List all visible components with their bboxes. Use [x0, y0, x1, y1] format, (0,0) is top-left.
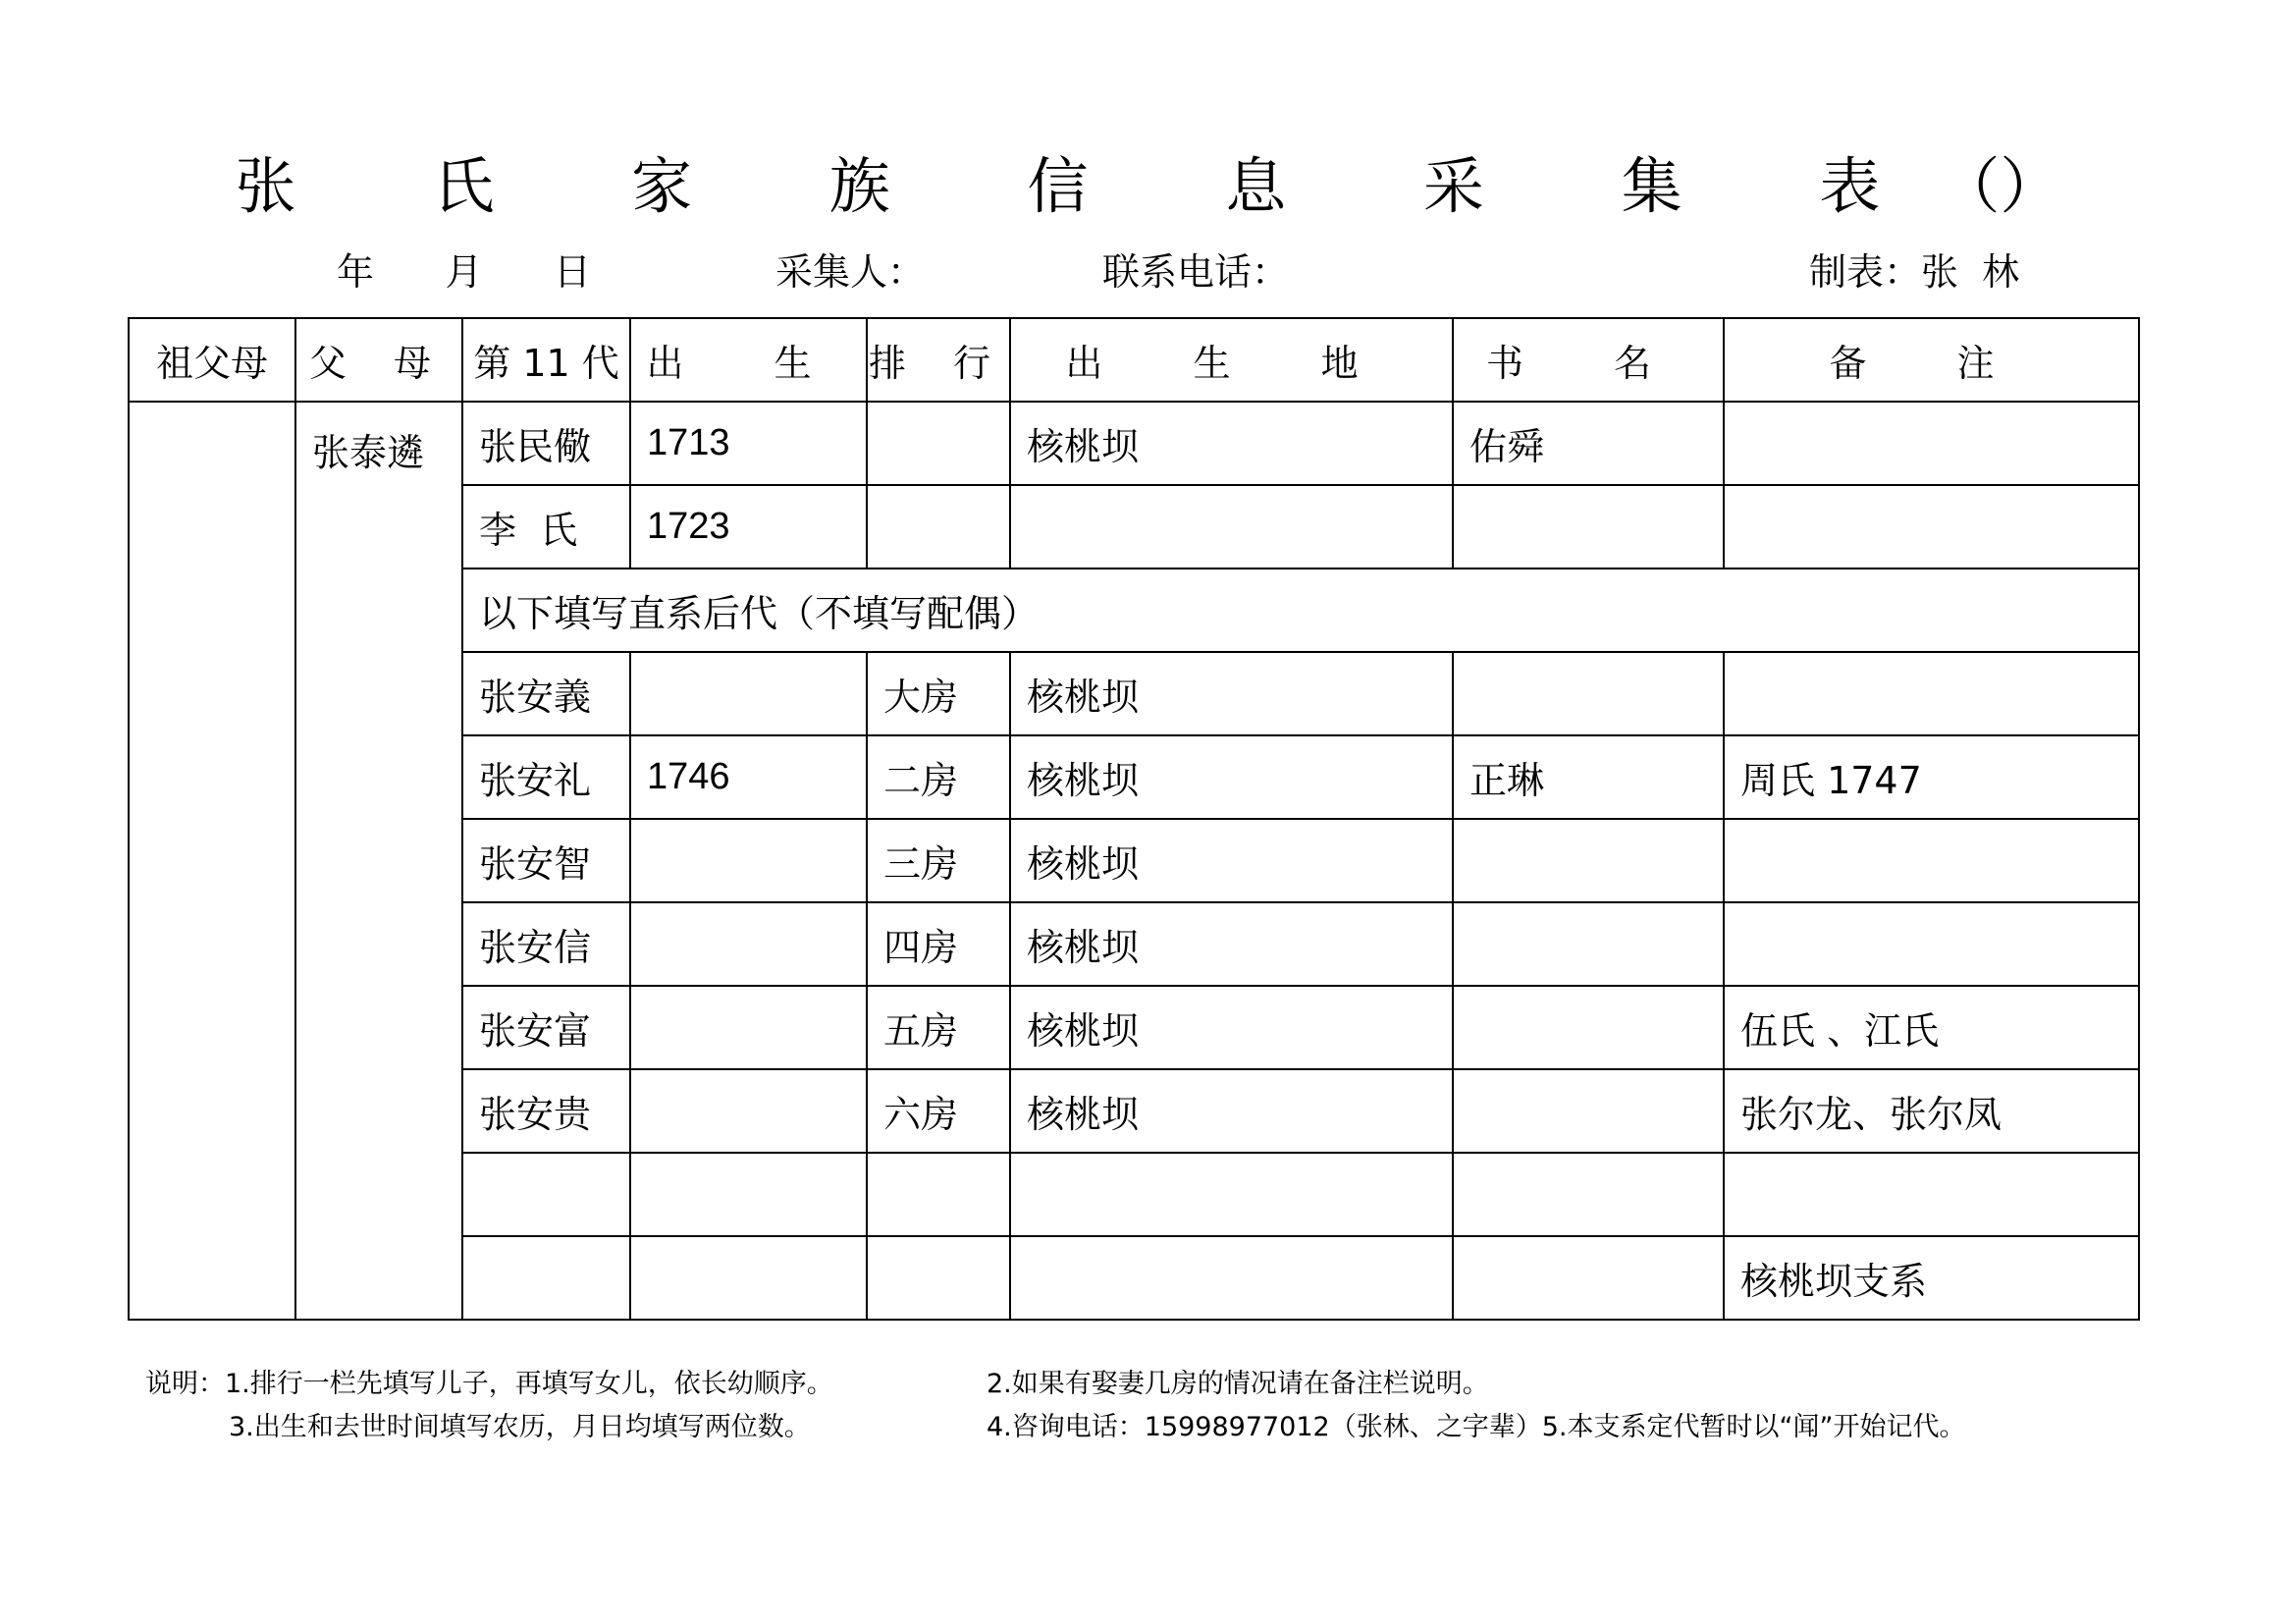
note-cell	[1724, 902, 2139, 986]
book-name-cell	[1453, 1236, 1724, 1320]
section-note: 以下填写直系后代（不填写配偶）	[462, 568, 2139, 652]
rank-cell	[867, 485, 1010, 568]
rank-cell	[867, 1153, 1010, 1236]
header-birth: 出 生	[630, 318, 867, 402]
birthplace-cell	[1010, 1153, 1453, 1236]
rank-cell: 五房	[867, 986, 1010, 1069]
note-cell	[1724, 1153, 2139, 1236]
book-name-cell	[1453, 485, 1724, 568]
note-line-1-left: 说明：1.排行一栏先填写儿子，再填写女儿，依长幼顺序。	[145, 1369, 833, 1399]
name-cell: 张安信	[462, 902, 630, 986]
birthplace-cell	[1010, 1236, 1453, 1320]
rank-cell: 大房	[867, 652, 1010, 735]
rank-cell: 六房	[867, 1069, 1010, 1153]
birthplace-cell: 核桃坝	[1010, 652, 1453, 735]
family-info-table	[128, 317, 2140, 1321]
birthplace-cell: 核桃坝	[1010, 1069, 1453, 1153]
title-parentheses: （）	[1939, 150, 2061, 222]
birth-cell: 1723	[630, 485, 867, 568]
birth-cell	[630, 1236, 867, 1320]
book-name-cell	[1453, 819, 1724, 902]
birthplace-cell: 核桃坝	[1010, 986, 1453, 1069]
birthplace-cell	[1010, 485, 1453, 568]
birth-cell	[630, 1069, 867, 1153]
note-cell	[1724, 402, 2139, 485]
note-cell: 周氏 1747	[1724, 735, 2139, 819]
birth-cell	[630, 902, 867, 986]
book-name-cell: 佑舜	[1453, 402, 1724, 485]
table-row	[129, 402, 2139, 485]
header-birthplace: 出 生 地	[1010, 318, 1453, 402]
header-row	[129, 318, 2139, 402]
parent-cell: 张泰遴	[295, 402, 462, 1320]
birth-cell	[630, 986, 867, 1069]
note-cell	[1724, 652, 2139, 735]
book-name-cell	[1453, 652, 1724, 735]
header-rank: 排 行	[867, 318, 1010, 402]
phone-label: 联系电话：	[1102, 250, 1290, 294]
note-cell	[1724, 485, 2139, 568]
note-cell: 伍氏 、江氏	[1724, 986, 2139, 1069]
birth-cell	[630, 652, 867, 735]
note-cell: 张尔龙、张尔凤	[1724, 1069, 2139, 1153]
note-cell	[1724, 819, 2139, 902]
book-name-cell	[1453, 1069, 1724, 1153]
rank-cell: 四房	[867, 902, 1010, 986]
name-cell: 张安智	[462, 819, 630, 902]
name-cell: 张安富	[462, 986, 630, 1069]
rank-cell	[867, 402, 1010, 485]
name-cell: 李 氏	[462, 485, 630, 568]
rank-cell	[867, 1236, 1010, 1320]
birthplace-cell: 核桃坝	[1010, 819, 1453, 902]
note-cell: 核桃坝支系	[1724, 1236, 2139, 1320]
birthplace-cell: 核桃坝	[1010, 402, 1453, 485]
header-parents: 父 母	[295, 318, 462, 402]
birth-cell	[630, 819, 867, 902]
note-line-2-right: 4.咨询电话：15998977012（张林、之字辈）5.本支系定代暂时以“闻”开始记代。	[987, 1412, 1966, 1442]
header-grandparents: 祖父母	[129, 318, 295, 402]
name-cell: 张安義	[462, 652, 630, 735]
rank-cell: 二房	[867, 735, 1010, 819]
collector-label: 采集人：	[775, 250, 926, 294]
header-book-name: 书 名	[1453, 318, 1724, 402]
book-name-cell: 正琳	[1453, 735, 1724, 819]
document-title: 张 氏 家 族 信 息 采 集 表（）	[235, 150, 2061, 222]
grandparents-cell	[129, 402, 295, 1320]
book-name-cell	[1453, 902, 1724, 986]
name-cell: 张安贵	[462, 1069, 630, 1153]
birthplace-cell: 核桃坝	[1010, 735, 1453, 819]
note-line-1-right: 2.如果有娶妻几房的情况请在备注栏说明。	[987, 1369, 1489, 1399]
name-cell: 张民儆	[462, 402, 630, 485]
maker-label: 制表：张 林	[1809, 250, 2020, 294]
birth-cell: 1746	[630, 735, 867, 819]
birthplace-cell: 核桃坝	[1010, 902, 1453, 986]
name-cell: 张安礼	[462, 735, 630, 819]
birth-cell	[630, 1153, 867, 1236]
name-cell	[462, 1153, 630, 1236]
name-cell	[462, 1236, 630, 1320]
header-notes: 备 注	[1724, 318, 2139, 402]
header-generation: 第 11 代	[462, 318, 630, 402]
note-line-2-left: 3.出生和去世时间填写农历，月日均填写两位数。	[229, 1412, 811, 1442]
rank-cell: 三房	[867, 819, 1010, 902]
book-name-cell	[1453, 1153, 1724, 1236]
birth-cell: 1713	[630, 402, 867, 485]
book-name-cell	[1453, 986, 1724, 1069]
date-field-label: 年 月 日	[337, 250, 591, 294]
